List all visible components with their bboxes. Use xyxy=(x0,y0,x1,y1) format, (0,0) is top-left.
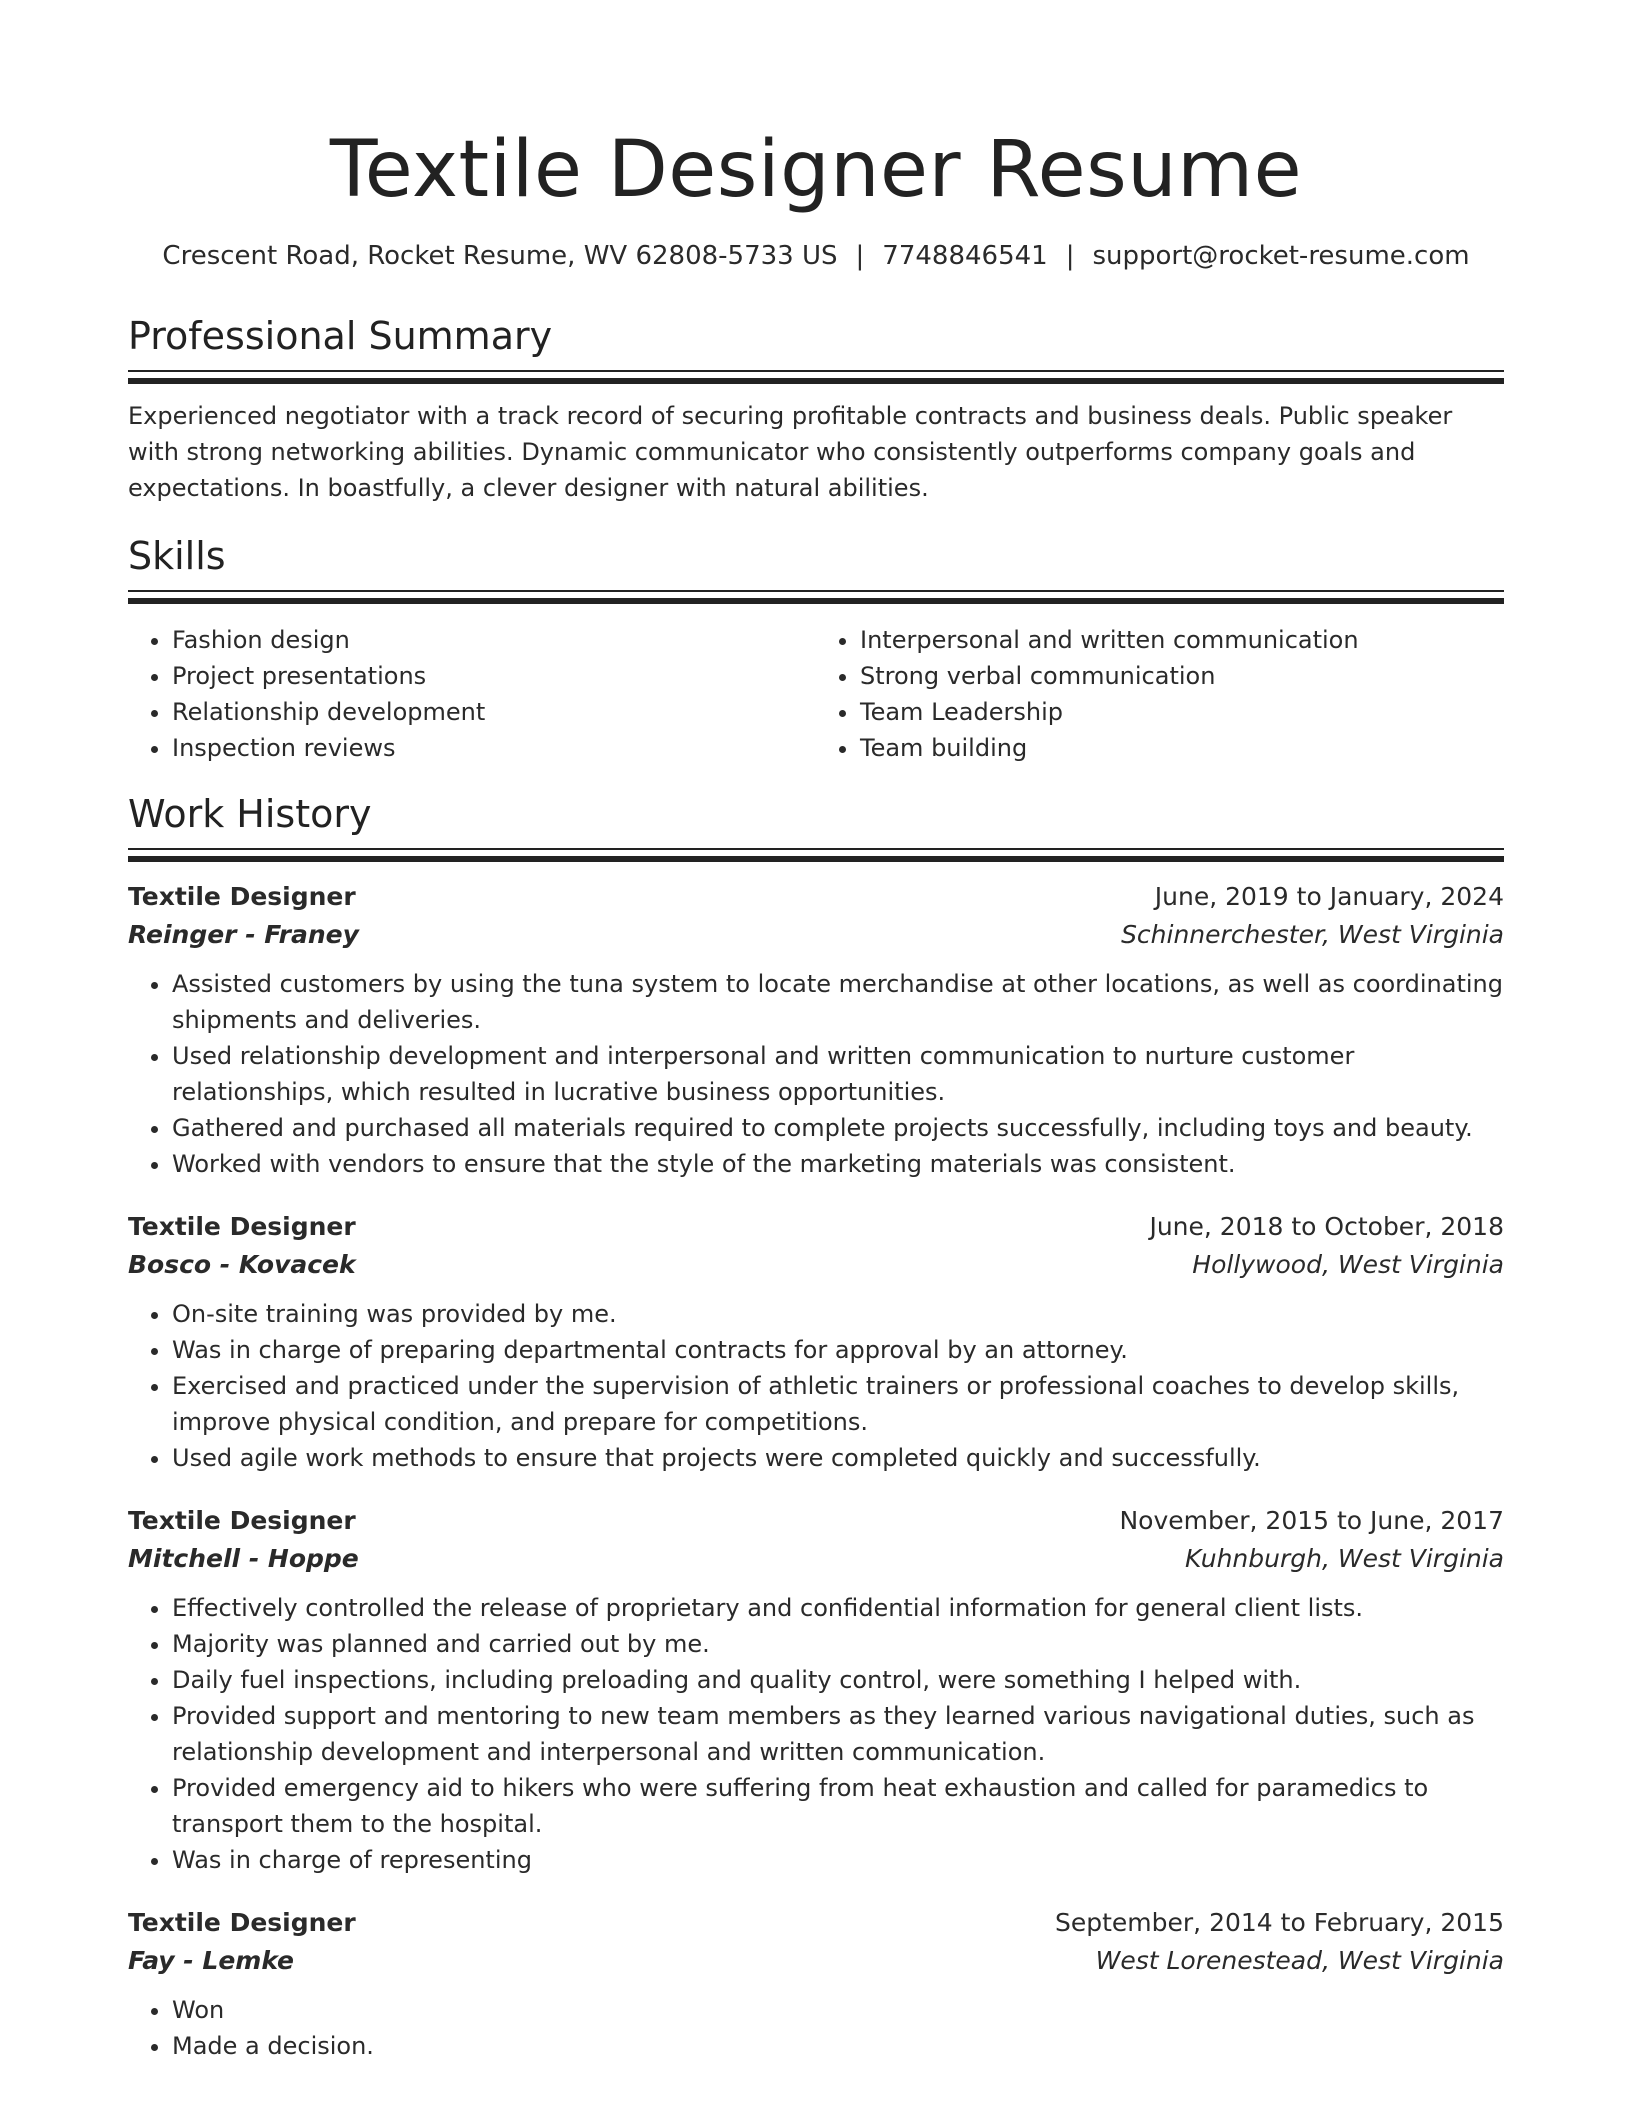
job-location: Kuhnburgh, West Virginia xyxy=(1185,1544,1504,1573)
section-divider xyxy=(128,848,1504,862)
job-location: Hollywood, West Virginia xyxy=(1192,1250,1504,1279)
job-company: Bosco - Kovacek xyxy=(128,1250,356,1279)
job-bullet: • Provided support and mentoring to new team members as they learned various navigational duties, such as relationship development and interpersonal and written communication. xyxy=(172,1698,1504,1770)
job-company: Fay - Lemke xyxy=(128,1946,295,1975)
summary-heading: Professional Summary xyxy=(128,314,553,358)
job-title: Textile Designer xyxy=(128,1908,356,1937)
contact-email[interactable]: support@rocket-resume.com xyxy=(1092,241,1470,271)
job-dates: September, 2014 to February, 2015 xyxy=(1055,1908,1504,1937)
job-bullet: • Used relationship development and interpersonal and written communication to nurture customer relationships, which resulted in lucrative business opportunities. xyxy=(172,1038,1504,1110)
skill-item: • Relationship development xyxy=(172,694,816,730)
skill-item: • Team building xyxy=(860,730,1504,766)
skill-item: • Strong verbal communication xyxy=(860,658,1504,694)
job-bullet: • On-site training was provided by me. xyxy=(172,1296,1504,1332)
contact-line xyxy=(128,238,1504,274)
job-location: West Lorenestead, West Virginia xyxy=(1095,1946,1504,1975)
job-bullet: • Effectively controlled the release of proprietary and confidential information for general client lists. xyxy=(172,1590,1504,1626)
job-bullet: • Was in charge of representing xyxy=(172,1842,1504,1878)
section-divider xyxy=(128,590,1504,604)
job-company: Reinger - Franey xyxy=(128,920,359,949)
job-bullets xyxy=(128,966,1504,1182)
job-bullet: • Gathered and purchased all materials required to complete projects successfully, including toys and beauty. xyxy=(172,1110,1504,1146)
job-bullet: • Worked with vendors to ensure that the style of the marketing materials was consistent. xyxy=(172,1146,1504,1182)
skill-item: • Project presentations xyxy=(172,658,816,694)
job-bullets xyxy=(128,1296,1504,1476)
job-bullet: • Assisted customers by using the tuna system to locate merchandise at other locations, as well as coordinating shipments and deliveries. xyxy=(172,966,1504,1038)
skill-item: • Interpersonal and written communication xyxy=(860,622,1504,658)
contact-address: Crescent Road, Rocket Resume, WV 62808-5733 US xyxy=(162,241,838,271)
work-history-heading: Work History xyxy=(128,792,372,836)
skills-column-right xyxy=(816,622,1504,766)
contact-phone[interactable]: 7748846541 xyxy=(882,241,1048,271)
job-entry xyxy=(128,1904,1504,2064)
job-bullet: • Exercised and practiced under the supervision of athletic trainers or professional coaches to develop skills, improve physical condition, and prepare for competitions. xyxy=(172,1368,1504,1440)
job-bullet: • Won xyxy=(172,1992,1504,2028)
job-company: Mitchell - Hoppe xyxy=(128,1544,359,1573)
job-dates: November, 2015 to June, 2017 xyxy=(1119,1506,1504,1535)
job-bullet: • Was in charge of preparing departmental contracts for approval by an attorney. xyxy=(172,1332,1504,1368)
job-title: Textile Designer xyxy=(128,1506,356,1535)
page-title: Textile Designer Resume xyxy=(329,125,1303,215)
job-bullets xyxy=(128,1992,1504,2064)
job-bullet: • Provided emergency aid to hikers who were suffering from heat exhaustion and called for paramedics to transport them to the hospital. xyxy=(172,1770,1504,1842)
skill-item: • Fashion design xyxy=(172,622,816,658)
job-title: Textile Designer xyxy=(128,882,356,911)
job-entry xyxy=(128,878,1504,1182)
job-bullet: • Daily fuel inspections, including preloading and quality control, were something I helped with. xyxy=(172,1662,1504,1698)
job-bullet: • Majority was planned and carried out by me. xyxy=(172,1626,1504,1662)
job-entry xyxy=(128,1502,1504,1878)
job-location: Schinnerchester, West Virginia xyxy=(1121,920,1504,949)
skill-item: • Inspection reviews xyxy=(172,730,816,766)
contact-separator: | xyxy=(1065,241,1075,271)
skills-list xyxy=(128,622,1504,766)
summary-text: Experienced negotiator with a track record of securing profitable contracts and business deals. Public speaker with strong networking abilities. Dynamic communicator who consistently outperforms company goals and expectations. In boastfully, a clever designer with natural abilities. xyxy=(128,402,1453,502)
skill-item: • Team Leadership xyxy=(860,694,1504,730)
job-bullet: • Made a decision. xyxy=(172,2028,1504,2064)
job-dates: June, 2019 to January, 2024 xyxy=(1154,882,1504,911)
job-dates: June, 2018 to October, 2018 xyxy=(1149,1212,1504,1241)
job-bullets xyxy=(128,1590,1504,1878)
job-entry xyxy=(128,1208,1504,1476)
job-title: Textile Designer xyxy=(128,1212,356,1241)
section-divider xyxy=(128,370,1504,384)
contact-separator: | xyxy=(855,241,865,271)
job-bullet: • Used agile work methods to ensure that projects were completed quickly and successfully. xyxy=(172,1440,1504,1476)
skills-column-left xyxy=(128,622,816,766)
skills-heading: Skills xyxy=(128,534,226,578)
